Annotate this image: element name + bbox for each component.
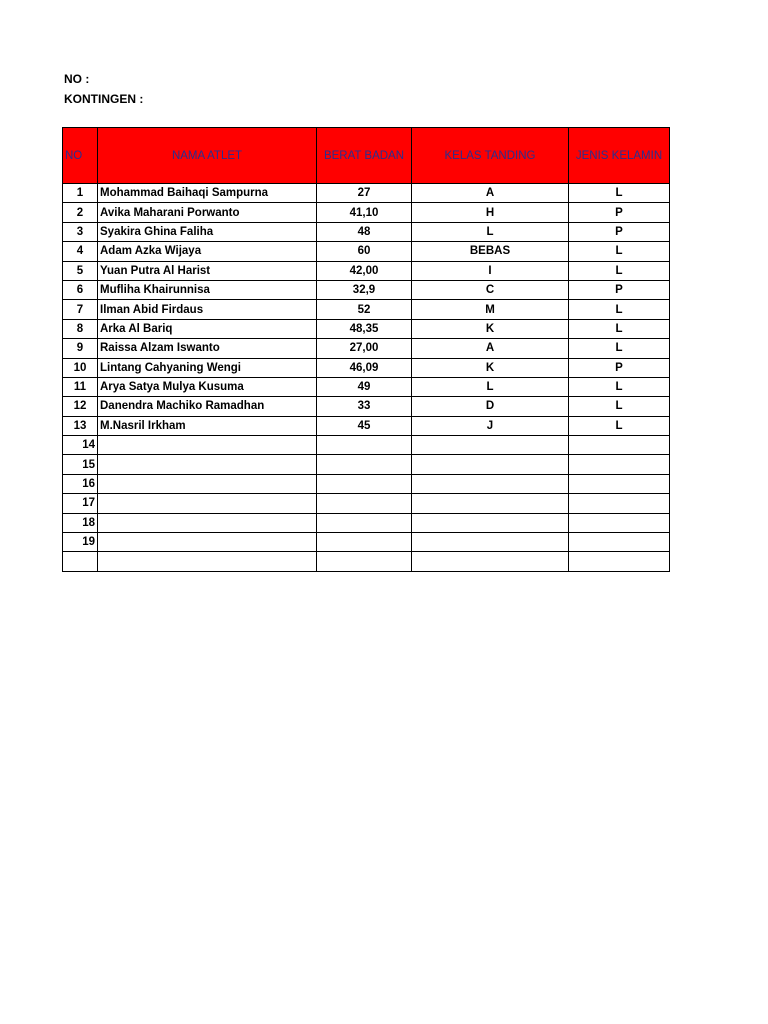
cell-berat-badan: 46,09 bbox=[317, 358, 412, 377]
cell-berat-badan: 41,10 bbox=[317, 203, 412, 222]
column-header-no: NO bbox=[63, 128, 98, 184]
cell-berat-badan: 48,35 bbox=[317, 319, 412, 338]
cell-berat-badan: 27 bbox=[317, 184, 412, 203]
cell-berat-badan: 52 bbox=[317, 300, 412, 319]
table-row bbox=[63, 184, 670, 203]
cell-no: 5 bbox=[63, 261, 98, 280]
table-row bbox=[63, 319, 670, 338]
cell-jenis-kelamin: L bbox=[569, 339, 670, 358]
cell-nama-atlet: Lintang Cahyaning Wengi bbox=[98, 358, 317, 377]
cell-kelas-tanding: K bbox=[412, 358, 569, 377]
cell-nama-atlet: Arka Al Bariq bbox=[98, 319, 317, 338]
cell-kelas-tanding bbox=[412, 436, 569, 455]
cell-no: 11 bbox=[63, 377, 98, 396]
cell-jenis-kelamin: L bbox=[569, 397, 670, 416]
cell-nama-atlet bbox=[98, 455, 317, 474]
table-row bbox=[63, 203, 670, 222]
cell-jenis-kelamin bbox=[569, 494, 670, 513]
cell-berat-badan bbox=[317, 436, 412, 455]
cell-nama-atlet: M.Nasril Irkham bbox=[98, 416, 317, 435]
cell-berat-badan bbox=[317, 513, 412, 532]
cell-nama-atlet bbox=[98, 494, 317, 513]
table-row bbox=[63, 513, 670, 532]
cell-nama-atlet: Mufliha Khairunnisa bbox=[98, 280, 317, 299]
cell-no: 14 bbox=[63, 436, 98, 455]
cell-no: 3 bbox=[63, 222, 98, 241]
cell-nama-atlet bbox=[98, 474, 317, 493]
cell-nama-atlet bbox=[98, 533, 317, 552]
column-header-jenis-kelamin: JENIS KELAMIN bbox=[569, 128, 670, 184]
cell-no: 12 bbox=[63, 397, 98, 416]
table-row bbox=[63, 222, 670, 241]
cell-no bbox=[63, 552, 98, 571]
cell-kelas-tanding: I bbox=[412, 261, 569, 280]
cell-nama-atlet: Arya Satya Mulya Kusuma bbox=[98, 377, 317, 396]
cell-kelas-tanding bbox=[412, 533, 569, 552]
cell-kelas-tanding: H bbox=[412, 203, 569, 222]
cell-no: 1 bbox=[63, 184, 98, 203]
cell-nama-atlet: Danendra Machiko Ramadhan bbox=[98, 397, 317, 416]
cell-berat-badan bbox=[317, 552, 412, 571]
cell-jenis-kelamin: P bbox=[569, 222, 670, 241]
table-row bbox=[63, 533, 670, 552]
cell-kelas-tanding: M bbox=[412, 300, 569, 319]
cell-jenis-kelamin bbox=[569, 436, 670, 455]
cell-no: 6 bbox=[63, 280, 98, 299]
cell-nama-atlet: Syakira Ghina Faliha bbox=[98, 222, 317, 241]
cell-kelas-tanding: L bbox=[412, 222, 569, 241]
cell-no: 8 bbox=[63, 319, 98, 338]
table-row bbox=[63, 494, 670, 513]
table-row bbox=[63, 474, 670, 493]
cell-no: 19 bbox=[63, 533, 98, 552]
cell-nama-atlet: Avika Maharani Porwanto bbox=[98, 203, 317, 222]
cell-berat-badan: 42,00 bbox=[317, 261, 412, 280]
cell-nama-atlet: Raissa Alzam Iswanto bbox=[98, 339, 317, 358]
cell-berat-badan bbox=[317, 494, 412, 513]
cell-jenis-kelamin: L bbox=[569, 416, 670, 435]
cell-kelas-tanding: K bbox=[412, 319, 569, 338]
table-row bbox=[63, 455, 670, 474]
cell-berat-badan: 45 bbox=[317, 416, 412, 435]
cell-berat-badan bbox=[317, 455, 412, 474]
table-row bbox=[63, 377, 670, 396]
cell-no: 10 bbox=[63, 358, 98, 377]
cell-kelas-tanding: D bbox=[412, 397, 569, 416]
cell-jenis-kelamin bbox=[569, 474, 670, 493]
cell-jenis-kelamin bbox=[569, 552, 670, 571]
cell-jenis-kelamin bbox=[569, 533, 670, 552]
cell-berat-badan: 48 bbox=[317, 222, 412, 241]
cell-kelas-tanding: A bbox=[412, 184, 569, 203]
cell-no: 9 bbox=[63, 339, 98, 358]
cell-no: 18 bbox=[63, 513, 98, 532]
cell-berat-badan: 60 bbox=[317, 242, 412, 261]
cell-kelas-tanding bbox=[412, 455, 569, 474]
cell-kelas-tanding: A bbox=[412, 339, 569, 358]
cell-no: 17 bbox=[63, 494, 98, 513]
cell-jenis-kelamin: L bbox=[569, 242, 670, 261]
cell-no: 13 bbox=[63, 416, 98, 435]
cell-berat-badan: 27,00 bbox=[317, 339, 412, 358]
cell-no: 2 bbox=[63, 203, 98, 222]
table-header-row bbox=[63, 128, 670, 184]
cell-kelas-tanding: C bbox=[412, 280, 569, 299]
athlete-table bbox=[62, 127, 670, 572]
cell-jenis-kelamin: L bbox=[569, 184, 670, 203]
cell-kelas-tanding: J bbox=[412, 416, 569, 435]
cell-jenis-kelamin bbox=[569, 455, 670, 474]
cell-jenis-kelamin: P bbox=[569, 203, 670, 222]
cell-kelas-tanding bbox=[412, 552, 569, 571]
cell-berat-badan: 32,9 bbox=[317, 280, 412, 299]
table-row bbox=[63, 242, 670, 261]
cell-berat-badan bbox=[317, 474, 412, 493]
table-row bbox=[63, 436, 670, 455]
cell-berat-badan: 49 bbox=[317, 377, 412, 396]
cell-nama-atlet: Adam Azka Wijaya bbox=[98, 242, 317, 261]
table-row bbox=[63, 552, 670, 571]
cell-no: 7 bbox=[63, 300, 98, 319]
cell-jenis-kelamin: L bbox=[569, 319, 670, 338]
cell-nama-atlet: Mohammad Baihaqi Sampurna bbox=[98, 184, 317, 203]
cell-nama-atlet: Ilman Abid Firdaus bbox=[98, 300, 317, 319]
cell-jenis-kelamin: P bbox=[569, 358, 670, 377]
table-row bbox=[63, 416, 670, 435]
cell-jenis-kelamin: L bbox=[569, 300, 670, 319]
cell-jenis-kelamin: L bbox=[569, 261, 670, 280]
cell-no: 15 bbox=[63, 455, 98, 474]
cell-nama-atlet bbox=[98, 552, 317, 571]
cell-kelas-tanding bbox=[412, 494, 569, 513]
kontingen-label: KONTINGEN : bbox=[64, 92, 144, 106]
cell-kelas-tanding: BEBAS bbox=[412, 242, 569, 261]
column-header-berat-badan: BERAT BADAN bbox=[317, 128, 412, 184]
table-row bbox=[63, 339, 670, 358]
cell-nama-atlet bbox=[98, 436, 317, 455]
cell-jenis-kelamin: L bbox=[569, 377, 670, 396]
cell-nama-atlet: Yuan Putra Al Harist bbox=[98, 261, 317, 280]
cell-jenis-kelamin bbox=[569, 513, 670, 532]
cell-jenis-kelamin: P bbox=[569, 280, 670, 299]
cell-no: 16 bbox=[63, 474, 98, 493]
table-row bbox=[63, 261, 670, 280]
cell-berat-badan bbox=[317, 533, 412, 552]
cell-nama-atlet bbox=[98, 513, 317, 532]
cell-kelas-tanding: L bbox=[412, 377, 569, 396]
table-row bbox=[63, 300, 670, 319]
cell-berat-badan: 33 bbox=[317, 397, 412, 416]
table-row bbox=[63, 397, 670, 416]
table-row bbox=[63, 358, 670, 377]
table-row bbox=[63, 280, 670, 299]
column-header-nama-atlet: NAMA ATLET bbox=[98, 128, 317, 184]
cell-kelas-tanding bbox=[412, 513, 569, 532]
column-header-kelas-tanding: KELAS TANDING bbox=[412, 128, 569, 184]
cell-no: 4 bbox=[63, 242, 98, 261]
no-label: NO : bbox=[64, 72, 90, 86]
cell-kelas-tanding bbox=[412, 474, 569, 493]
